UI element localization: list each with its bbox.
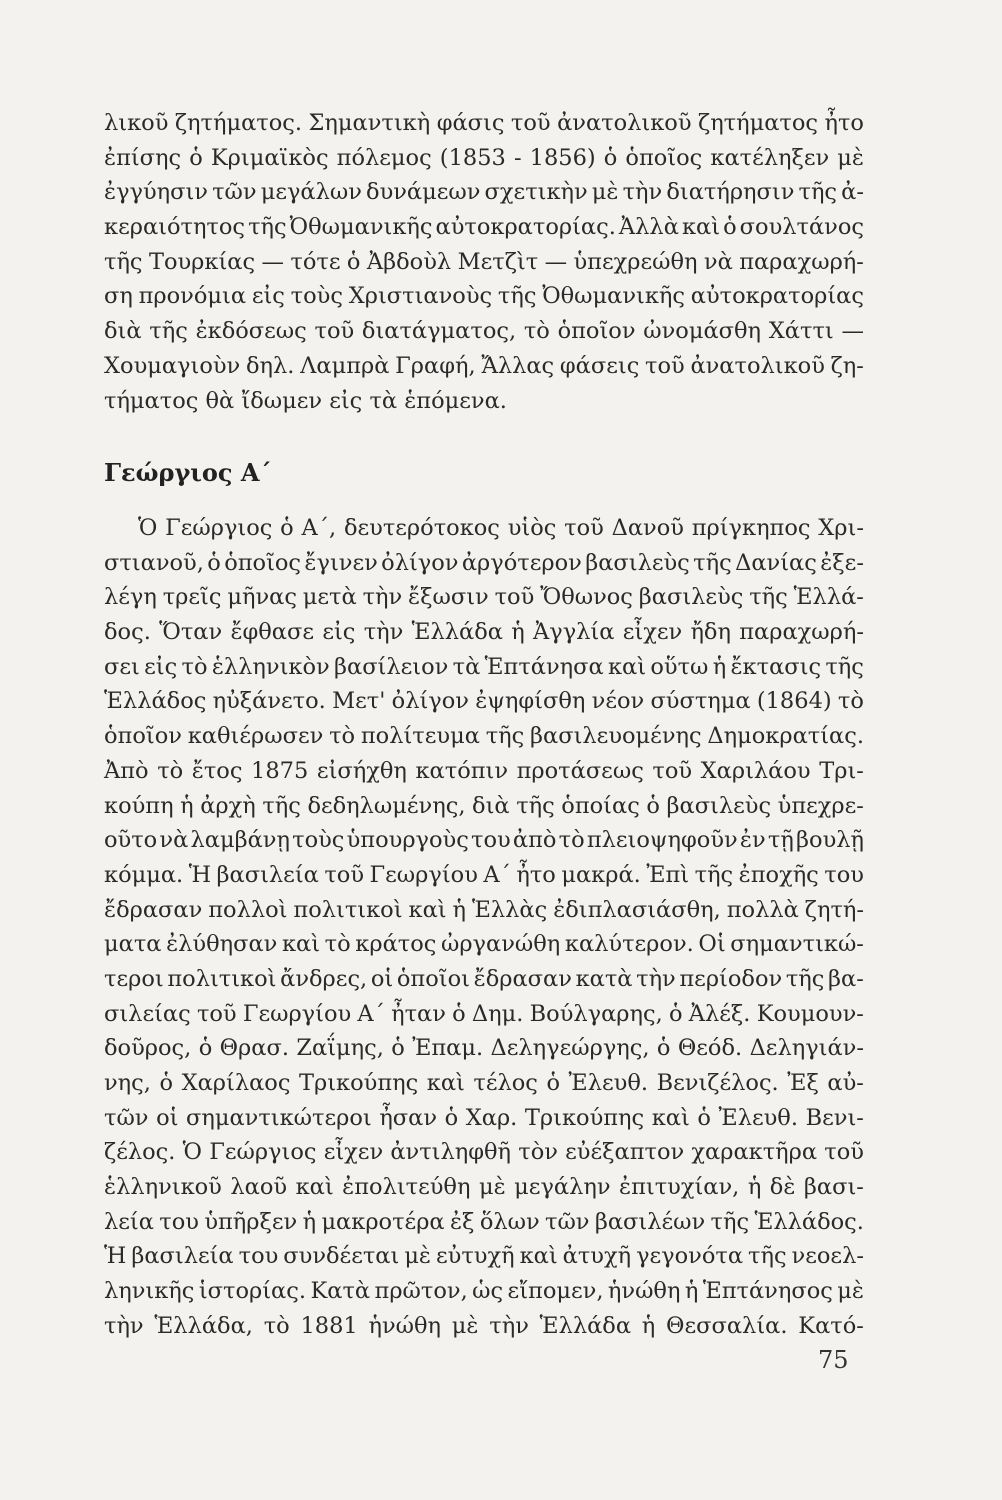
text-line: διὰ τῆς ἐκδόσεως τοῦ διατάγματος, τὸ ὁποῖον ὠνομάσθη Χάττι — [104,318,864,345]
text-line: σιλείας τοῦ Γεωργίου Α΄ ἦταν ὁ Δημ. Βούλγαρης, ὁ Ἀλέξ. Κουμουν- [104,1000,864,1027]
text-line: ληνικῆς ἱστορίας. Κατὰ πρῶτον, ὡς εἴπομεν, ἡνώθη ἡ Ἑπτάνησος μὲ [104,1278,864,1305]
text-line: οῦτο νὰ λαμβάνῃ τοὺς ὑπουργοὺς του ἀπὸ τὸ πλειοψηφοῦν ἐν τῇ βουλῇ [104,827,864,854]
text-line: ἔδρασαν πολλοὶ πολιτικοὶ καὶ ἡ Ἑλλὰς ἐδιπλασιάσθη, πολλὰ ζητή- [104,896,864,923]
text-line: στιανοῦ, ὁ ὁποῖος ἔγινεν ὀλίγον ἀργότερον βασιλεὺς τῆς Δανίας ἐξε- [104,549,864,576]
text-line: ὁποῖον καθιέρωσεν τὸ πολίτευμα τῆς βασιλευομένης Δημοκρατίας. [104,723,864,750]
text-line: ἑλληνικοῦ λαοῦ καὶ ἐπολιτεύθη μὲ μεγάλην ἐπιτυχίαν, ἡ δὲ βασι- [104,1174,864,1201]
text-line: λεία του ὑπῆρξεν ἡ μακροτέρα ἐξ ὅλων τῶν βασιλέων τῆς Ἑλλάδος. [104,1208,864,1235]
body-paragraph [104,511,864,1344]
text-line: κεραιότητος τῆς Ὀθωμανικῆς αὐτοκρατορίας. Ἀλλὰ καὶ ὁ σουλτάνος [104,214,864,241]
section-title: Γεώργιος Α΄ [104,458,272,487]
text-line: λικοῦ ζητήματος. Σημαντικὴ φάσις τοῦ ἀνατολικοῦ ζητήματος ἦτο [104,110,864,136]
text-line: ἐγγύησιν τῶν μεγάλων δυνάμεων σχετικὴν μὲ τὴν διατήρησιν τῆς ἀ- [104,179,864,206]
text-line: κόμμα. Ἡ βασιλεία τοῦ Γεωργίου Α΄ ἦτο μακρά. Ἐπὶ τῆς ἐποχῆς του [104,861,864,888]
text-line: τὴν Ἑλλάδα, τὸ 1881 ἡνώθη μὲ τὴν Ἑλλάδα ἡ Θεσσαλία. Κατό- [104,1312,864,1339]
text-line: δοῦρος, ὁ Θρασ. Ζαΐμης, ὁ Ἐπαμ. Δεληγεώργης, ὁ Θεόδ. Δεληγιάν- [104,1035,864,1062]
page-number: 75 [818,1346,849,1374]
text-line: τῶν οἱ σημαντικώτεροι ἦσαν ὁ Χαρ. Τρικούπης καὶ ὁ Ἐλευθ. Βενι- [104,1104,864,1131]
text-line: ζέλος. Ὁ Γεώργιος εἶχεν ἀντιληφθῆ τὸν εὐέξαπτον χαρακτῆρα τοῦ [104,1139,864,1166]
text-line: δος. Ὅταν ἔφθασε εἰς τὴν Ἑλλάδα ἡ Ἀγγλία εἶχεν ἤδη παραχωρή- [104,619,864,646]
text-line: ματα ἐλύθησαν καὶ τὸ κράτος ὠργανώθη καλύτερον. Οἱ σημαντικώ- [104,931,864,958]
text-line: ἐπίσης ὁ Κριμαϊκὸς πόλεμος (1853 - 1856) ὁ ὁποῖος κατέληξεν μὲ [104,144,864,171]
text-line: Ἡ βασιλεία του συνδέεται μὲ εὐτυχῆ καὶ ἀτυχῆ γεγονότα τῆς νεοελ- [104,1243,864,1270]
intro-paragraph [104,106,864,418]
text-line: Χουμαγιοὺν δηλ. Λαμπρὰ Γραφή, Ἄλλας φάσεις τοῦ ἀνατολικοῦ ζη- [104,352,864,379]
text-line: κούπη ἡ ἀρχὴ τῆς δεδηλωμένης, διὰ τῆς ὁποίας ὁ βασιλεὺς ὑπεχρε- [104,792,864,819]
text-line: τῆς Τουρκίας — τότε ὁ Ἀβδοὺλ Μετζὶτ — ὑπεχρεώθη νὰ παραχωρή- [104,248,864,275]
text-line: Ἀπὸ τὸ ἔτος 1875 εἰσήχθη κατόπιν προτάσεως τοῦ Χαριλάου Τρι- [104,757,864,784]
text-line: σει εἰς τὸ ἑλληνικὸν βασίλειον τὰ Ἑπτάνησα καὶ οὕτω ἡ ἔκτασις τῆς [104,653,864,680]
text-line: νης, ὁ Χαρίλαος Τρικούπης καὶ τέλος ὁ Ἐλευθ. Βενιζέλος. Ἐξ αὐ- [104,1070,864,1096]
text-line: τεροι πολιτικοὶ ἄνδρες, οἱ ὁποῖοι ἔδρασαν κατὰ τὴν περίοδον τῆς βα- [104,965,864,992]
text-line: λέγη τρεῖς μῆνας μετὰ τὴν ἔξωσιν τοῦ Ὄθωνος βασιλεὺς τῆς Ἑλλά- [104,584,864,611]
text-line: Ὁ Γεώργιος ὁ Α΄, δευτερότοκος υἱὸς τοῦ Δανοῦ πρίγκηπος Χρι- [138,515,864,541]
text-line: τήματος θὰ ἴδωμεν εἰς τὰ ἑπόμενα. [104,387,507,414]
text-line: Ἑλλάδος ηὐξάνετο. Μετ' ὀλίγον ἐψηφίσθη νέον σύστημα (1864) τὸ [104,688,864,715]
text-line: ση προνόμια εἰς τοὺς Χριστιανοὺς τῆς Ὀθωμανικῆς αὐτοκρατορίας [104,283,864,310]
